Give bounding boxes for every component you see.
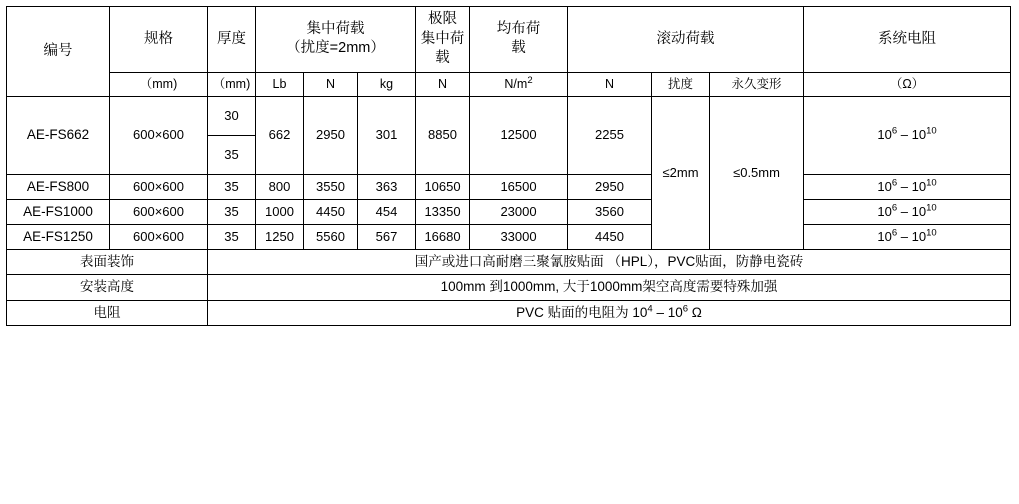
note-label-surface-finish: 表面装饰 <box>7 250 208 275</box>
row-rolling-n: 2950 <box>568 174 652 199</box>
row-spec: 600×600 <box>110 96 208 174</box>
row-thickness-top: 30 <box>208 96 256 135</box>
row-code: AE-FS1250 <box>7 225 110 250</box>
note-label-resistance: 电阻 <box>7 300 208 325</box>
note-value-resistance <box>208 300 1011 325</box>
row-resistance-base1: 10 <box>877 127 892 143</box>
header-thickness-unit: （mm) <box>208 72 256 96</box>
row-rolling-n: 3560 <box>568 199 652 224</box>
header-concentrated-load-line1: 集中荷载 <box>306 20 365 37</box>
row-resistance <box>804 174 1011 199</box>
row-ultimate-n: 8850 <box>416 96 470 174</box>
header-deflection: 扰度 <box>652 72 710 96</box>
row-lb: 1250 <box>256 225 304 250</box>
row-resistance-exp1: 6 <box>891 177 898 189</box>
note-resistance-prefix: PVC 贴面的电阻为 10 <box>516 304 648 320</box>
row-n: 5560 <box>304 225 358 250</box>
row-n: 3550 <box>304 174 358 199</box>
row-resistance-exp1: 6 <box>891 202 898 214</box>
note-resistance-mid: – 10 <box>652 304 683 320</box>
row-code: AE-FS800 <box>7 174 110 199</box>
row-ultimate-n: 13350 <box>416 199 470 224</box>
row-resistance <box>804 96 1011 174</box>
header-unit-n: N <box>304 72 358 96</box>
row-kg: 567 <box>358 225 416 250</box>
note-row-resistance <box>7 300 1011 325</box>
note-row-surface-finish <box>7 250 1011 275</box>
row-uniform: 16500 <box>470 174 568 199</box>
floor-panel-spec-table <box>6 6 1011 326</box>
header-spec: 规格 <box>110 7 208 73</box>
header-uniform-load <box>470 7 568 73</box>
header-thickness: 厚度 <box>208 7 256 73</box>
header-permanent-deformation: 永久变形 <box>710 72 804 96</box>
header-unit-uniform <box>470 72 568 96</box>
row-resistance-base1: 10 <box>877 204 892 220</box>
note-row-install-height <box>7 275 1011 300</box>
row-resistance <box>804 199 1011 224</box>
header-concentrated-load-line2: （扰度=2mm） <box>286 40 385 57</box>
note-resistance-suffix: Ω <box>688 304 702 320</box>
row-resistance-exp1: 6 <box>891 125 898 137</box>
row-n: 2950 <box>304 96 358 174</box>
row-resistance-dash: – <box>897 229 912 245</box>
row-code: AE-FS662 <box>7 96 110 174</box>
row-uniform: 12500 <box>470 96 568 174</box>
note-resistance-exp1: 4 <box>647 303 653 315</box>
row-thickness: 35 <box>208 225 256 250</box>
row-lb: 662 <box>256 96 304 174</box>
row-ultimate-n: 10650 <box>416 174 470 199</box>
header-unit-rolling-n: N <box>568 72 652 96</box>
header-spec-unit: （mm) <box>110 72 208 96</box>
header-rolling-load: 滚动荷载 <box>568 7 804 73</box>
table-row <box>7 96 1011 135</box>
header-concentrated-load <box>256 7 416 73</box>
row-resistance-exp2: 10 <box>926 202 937 214</box>
header-uniform-load-line1: 均布荷 <box>496 20 541 37</box>
header-ultimate-load-line1: 极限 <box>428 11 458 27</box>
row-kg: 454 <box>358 199 416 224</box>
row-resistance-base1: 10 <box>877 178 892 194</box>
row-spec: 600×600 <box>110 199 208 224</box>
header-system-resistance: 系统电阻 <box>804 7 1011 73</box>
table-header-row-2 <box>7 72 1011 96</box>
header-code: 编号 <box>7 7 110 97</box>
row-resistance-base1: 10 <box>877 229 892 245</box>
row-resistance-dash: – <box>897 127 912 143</box>
row-lb: 800 <box>256 174 304 199</box>
note-value-install-height: 100mm 到1000mm, 大于1000mm架空高度需要特殊加强 <box>208 275 1011 300</box>
note-label-install-height: 安装高度 <box>7 275 208 300</box>
row-resistance <box>804 225 1011 250</box>
header-unit-uniform-sup: 2 <box>527 74 533 86</box>
rolling-deflection-value: ≤2mm <box>652 96 710 250</box>
row-resistance-exp1: 6 <box>891 228 898 239</box>
header-ultimate-load-line2: 集中荷载 <box>420 30 465 67</box>
row-resistance-dash: – <box>897 204 912 220</box>
header-unit-ohm: （Ω） <box>804 72 1011 96</box>
header-unit-uniform-text: N/m <box>504 76 528 91</box>
row-resistance-base2: 10 <box>911 229 927 245</box>
row-resistance-dash: – <box>897 178 912 194</box>
row-kg: 301 <box>358 96 416 174</box>
row-ultimate-n: 16680 <box>416 225 470 250</box>
row-thickness: 35 <box>208 174 256 199</box>
header-unit-kg: kg <box>358 72 416 96</box>
row-spec: 600×600 <box>110 225 208 250</box>
row-thickness: 35 <box>208 199 256 224</box>
row-uniform: 33000 <box>470 225 568 250</box>
row-resistance-base2: 10 <box>911 204 927 220</box>
row-lb: 1000 <box>256 199 304 224</box>
row-n: 4450 <box>304 199 358 224</box>
header-unit-ultimate-n: N <box>416 72 470 96</box>
row-rolling-n: 4450 <box>568 225 652 250</box>
row-resistance-exp2: 10 <box>926 177 937 189</box>
rolling-permanent-value: ≤0.5mm <box>710 96 804 250</box>
row-resistance-exp2: 10 <box>926 125 937 137</box>
row-resistance-base2: 10 <box>911 178 927 194</box>
header-unit-lb: Lb <box>256 72 304 96</box>
row-uniform: 23000 <box>470 199 568 224</box>
row-spec: 600×600 <box>110 174 208 199</box>
row-resistance-base2: 10 <box>911 127 927 143</box>
row-kg: 363 <box>358 174 416 199</box>
note-resistance-exp2: 6 <box>682 303 689 315</box>
table-header-row-1 <box>7 7 1011 73</box>
row-rolling-n: 2255 <box>568 96 652 174</box>
row-resistance-exp2: 10 <box>926 228 937 239</box>
header-uniform-load-line2: 载 <box>511 40 526 57</box>
row-code: AE-FS1000 <box>7 199 110 224</box>
row-thickness-bottom: 35 <box>208 135 256 174</box>
note-value-surface-finish: 国产或进口高耐磨三聚氰胺贴面 （HPL），PVC贴面，防静电瓷砖 <box>208 250 1011 275</box>
header-ultimate-load <box>416 7 470 73</box>
